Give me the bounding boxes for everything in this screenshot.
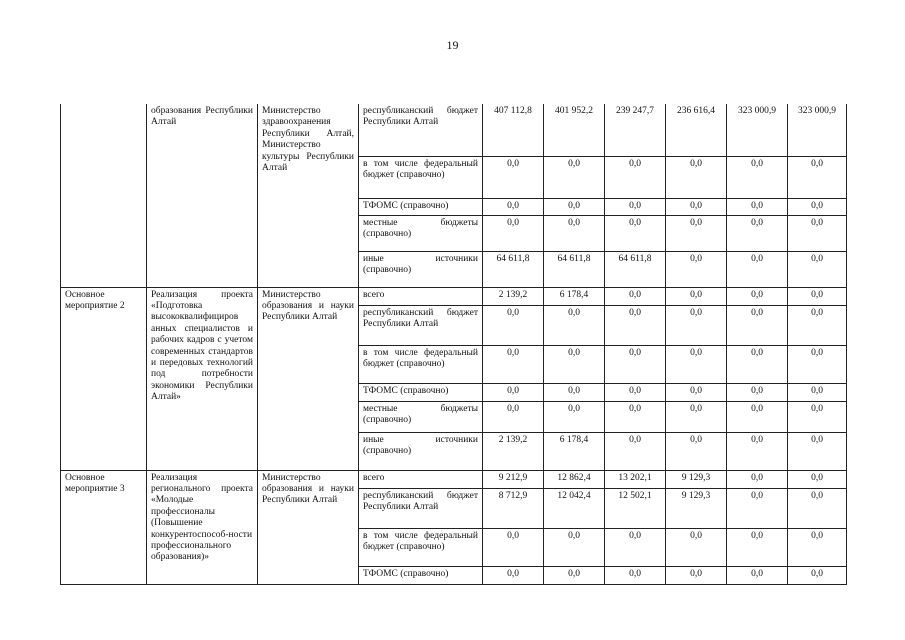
amount-cell: 0,0	[788, 566, 847, 584]
amount-cell: 0,0	[666, 305, 727, 345]
amount-cell: 0,0	[483, 198, 544, 215]
amount-cell: 6 178,4	[544, 432, 605, 470]
amount-cell: 0,0	[544, 215, 605, 251]
funding-source-cell: ТФОМС (справочно)	[359, 566, 483, 584]
amount-cell: 0,0	[727, 215, 788, 251]
amount-cell: 64 611,8	[483, 251, 544, 287]
amount-cell: 239 247,7	[605, 104, 666, 156]
amount-cell: 0,0	[788, 156, 847, 198]
table-body	[61, 104, 847, 584]
measure-cell: Основное мероприятие 2	[61, 287, 147, 470]
amount-cell: 0,0	[788, 488, 847, 528]
budget-table	[60, 104, 847, 585]
amount-cell: 0,0	[544, 198, 605, 215]
funding-source-cell: в том числе федеральный бюджет (справочно)	[359, 345, 483, 383]
amount-cell: 0,0	[666, 345, 727, 383]
amount-cell: 0,0	[666, 198, 727, 215]
amount-cell: 9 129,3	[666, 470, 727, 488]
amount-cell: 0,0	[483, 215, 544, 251]
amount-cell: 0,0	[666, 401, 727, 432]
funding-source-cell: республиканский бюджет Республики Алтай	[359, 305, 483, 345]
amount-cell: 0,0	[666, 156, 727, 198]
amount-cell: 0,0	[483, 156, 544, 198]
amount-cell: 0,0	[727, 251, 788, 287]
funding-source-cell: местные бюджеты (справочно)	[359, 215, 483, 251]
amount-cell: 0,0	[727, 401, 788, 432]
amount-cell: 0,0	[666, 215, 727, 251]
table-row	[61, 287, 847, 305]
amount-cell: 0,0	[788, 305, 847, 345]
amount-cell: 0,0	[666, 528, 727, 566]
amount-cell: 0,0	[605, 383, 666, 401]
amount-cell: 8 712,9	[483, 488, 544, 528]
amount-cell: 0,0	[666, 566, 727, 584]
amount-cell: 0,0	[605, 305, 666, 345]
executor-cell: Министерство образования и науки Республики Алтай	[258, 287, 359, 470]
amount-cell: 0,0	[544, 528, 605, 566]
amount-cell: 0,0	[544, 156, 605, 198]
measure-cell: Основное мероприятие 3	[61, 470, 147, 584]
amount-cell: 0,0	[727, 528, 788, 566]
measure-name-cell: Реализация регионального проекта «Молодые профессионалы (Повышение конкурентоспособ-ности профессионального образования)»	[147, 470, 258, 584]
amount-cell: 0,0	[544, 305, 605, 345]
amount-cell: 0,0	[605, 401, 666, 432]
amount-cell: 0,0	[727, 198, 788, 215]
amount-cell: 0,0	[605, 528, 666, 566]
funding-source-cell: в том числе федеральный бюджет (справочно)	[359, 156, 483, 198]
funding-source-cell: в том числе федеральный бюджет (справочно)	[359, 528, 483, 566]
amount-cell: 0,0	[605, 198, 666, 215]
amount-cell: 0,0	[727, 305, 788, 345]
amount-cell: 0,0	[483, 383, 544, 401]
amount-cell: 0,0	[788, 528, 847, 566]
amount-cell: 236 616,4	[666, 104, 727, 156]
amount-cell: 0,0	[483, 566, 544, 584]
amount-cell: 0,0	[605, 566, 666, 584]
amount-cell: 0,0	[544, 401, 605, 432]
amount-cell: 323 000,9	[788, 104, 847, 156]
amount-cell: 0,0	[605, 156, 666, 198]
amount-cell: 0,0	[483, 305, 544, 345]
amount-cell: 0,0	[605, 345, 666, 383]
funding-source-cell: иные источники (справочно)	[359, 251, 483, 287]
amount-cell: 64 611,8	[544, 251, 605, 287]
table-row	[61, 470, 847, 488]
amount-cell: 0,0	[788, 251, 847, 287]
amount-cell: 6 178,4	[544, 287, 605, 305]
amount-cell: 0,0	[544, 566, 605, 584]
amount-cell: 323 000,9	[727, 104, 788, 156]
amount-cell: 0,0	[727, 566, 788, 584]
executor-cell: Министерство образования и науки Республики Алтай	[258, 470, 359, 584]
funding-source-cell: местные бюджеты (справочно)	[359, 401, 483, 432]
amount-cell: 0,0	[666, 251, 727, 287]
amount-cell: 0,0	[788, 198, 847, 215]
amount-cell: 2 139,2	[483, 432, 544, 470]
funding-source-cell: иные источники (справочно)	[359, 432, 483, 470]
amount-cell: 0,0	[666, 287, 727, 305]
amount-cell: 0,0	[666, 432, 727, 470]
amount-cell: 0,0	[727, 488, 788, 528]
measure-name-cell: образования Республики Алтай	[147, 104, 258, 287]
measure-name-cell: Реализация проекта «Подготовка высококвалифициров анных специалистов и рабочих кадров с учетом современных стандартов и передовых технологий под потребности экономики Республики Алтай»	[147, 287, 258, 470]
amount-cell: 0,0	[544, 383, 605, 401]
funding-source-cell: всего	[359, 470, 483, 488]
funding-source-cell: республиканский бюджет Республики Алтай	[359, 488, 483, 528]
amount-cell: 0,0	[727, 345, 788, 383]
amount-cell: 2 139,2	[483, 287, 544, 305]
amount-cell: 0,0	[605, 432, 666, 470]
amount-cell: 9 212,9	[483, 470, 544, 488]
amount-cell: 0,0	[788, 287, 847, 305]
amount-cell: 401 952,2	[544, 104, 605, 156]
funding-source-cell: всего	[359, 287, 483, 305]
measure-cell	[61, 104, 147, 287]
amount-cell: 12 042,4	[544, 488, 605, 528]
amount-cell: 0,0	[788, 401, 847, 432]
amount-cell: 0,0	[727, 470, 788, 488]
amount-cell: 0,0	[727, 156, 788, 198]
funding-source-cell: ТФОМС (справочно)	[359, 198, 483, 215]
amount-cell: 407 112,8	[483, 104, 544, 156]
amount-cell: 64 611,8	[605, 251, 666, 287]
amount-cell: 0,0	[483, 528, 544, 566]
amount-cell: 9 129,3	[666, 488, 727, 528]
amount-cell: 0,0	[605, 287, 666, 305]
amount-cell: 0,0	[727, 383, 788, 401]
funding-source-cell: республиканский бюджет Республики Алтай	[359, 104, 483, 156]
amount-cell: 0,0	[483, 345, 544, 383]
amount-cell: 0,0	[788, 215, 847, 251]
amount-cell: 12 502,1	[605, 488, 666, 528]
amount-cell: 0,0	[544, 345, 605, 383]
amount-cell: 0,0	[666, 383, 727, 401]
amount-cell: 0,0	[788, 432, 847, 470]
amount-cell: 0,0	[483, 401, 544, 432]
amount-cell: 0,0	[727, 432, 788, 470]
amount-cell: 12 862,4	[544, 470, 605, 488]
amount-cell: 0,0	[788, 383, 847, 401]
amount-cell: 0,0	[788, 345, 847, 383]
amount-cell: 0,0	[788, 470, 847, 488]
amount-cell: 0,0	[727, 287, 788, 305]
executor-cell: Министерство здравоохранения Республики Алтай, Министерство культуры Республики Алтай	[258, 104, 359, 287]
table-row	[61, 104, 847, 156]
page-number: 19	[446, 38, 459, 52]
funding-source-cell: ТФОМС (справочно)	[359, 383, 483, 401]
amount-cell: 13 202,1	[605, 470, 666, 488]
amount-cell: 0,0	[605, 215, 666, 251]
